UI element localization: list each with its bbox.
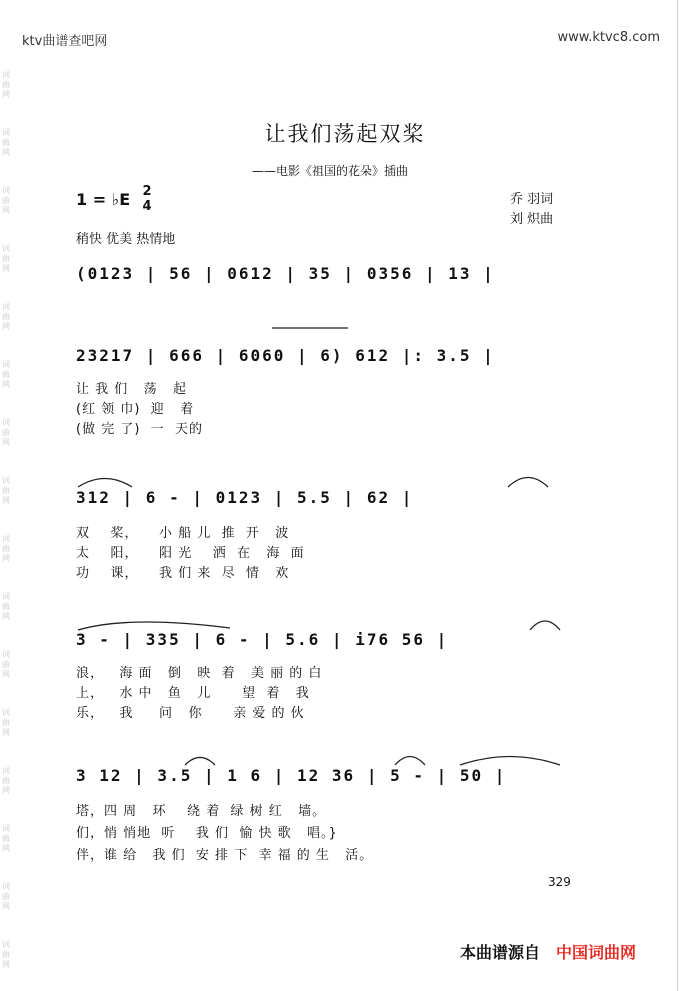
slur [78,479,132,488]
watermark-text: 词曲网 [2,476,10,505]
site-url-header: www.ktvc8.com [557,30,660,45]
slur [185,758,215,766]
lyricist: 乔 羽词 [510,192,554,207]
slur [78,622,230,630]
watermark-text: 词曲网 [2,592,10,621]
staff-line-4: 3 - | 335 | 6 - | 5.6 | i76 56 | [76,630,449,649]
watermark-text: 词曲网 [2,418,10,447]
key-signature: 1 = ♭E [76,190,131,209]
watermark-text: 词曲网 [2,650,10,679]
lyric-line: (做 完 了) 一 天的 [76,422,203,437]
watermark-text: 词曲网 [2,128,10,157]
lyric-line: 塔，四 周 环 绕 着 绿 树 红 墙。 [76,804,327,819]
footer-label: 本曲谱源自 [460,943,541,962]
watermark-text: 词曲网 [2,186,10,215]
slur [508,478,548,488]
slur [460,757,560,766]
footer-source [460,940,636,963]
lyric-line: 功 课， 我 们 来 尽 情 欢 [76,566,290,581]
lyric-line: 伴，谁 给 我 们 安 排 下 幸 福 的 生 活。 [76,848,374,863]
watermark-text: 词曲网 [2,360,10,389]
watermark-text: 词曲网 [2,882,10,911]
song-subtitle: ——电影《祖国的花朵》插曲 [252,164,409,178]
slur [530,621,560,630]
page-number: 329 [548,875,571,889]
song-title: 让我们荡起双桨 [264,122,426,146]
footer-brand-link[interactable]: 中国词曲网 [556,943,637,962]
lyric-line: 太 阳， 阳 光 洒 在 海 面 [76,546,305,561]
watermark-text: 词曲网 [2,244,10,273]
tempo-marking: 稍快 优美 热情地 [76,232,176,247]
staff-line-5: 3 12 | 3.5 | 1 6 | 12 36 | 5 - | 50 | [76,766,507,785]
lyric-line: 双 桨， 小 船 儿 推 开 波 [76,526,290,541]
watermark-text: 词曲网 [2,708,10,737]
lyric-line: 让 我 们 荡 起 [76,382,188,397]
staff-line-2: 23217 | 666 | 6060 | 6) 612 |: 3.5 | [76,346,495,365]
watermark-text: 词曲网 [2,766,10,795]
watermark-text: 词曲网 [2,302,10,331]
slur [395,757,425,766]
lyric-line: 上， 水 中 鱼 儿 望 着 我 [76,686,310,701]
lyric-line: (红 领 巾) 迎 着 [76,402,195,417]
lyric-line: 乐， 我 问 你 亲 爱 的 伙 [76,706,305,721]
composer: 刘 炽曲 [510,212,554,227]
site-name-header: ktv曲谱查吧网 [22,34,108,49]
staff-line-1: (0123 | 56 | 0612 | 35 | 0356 | 13 | [76,264,495,283]
watermark-text: 词曲网 [2,940,10,969]
watermark-text: 词曲网 [2,70,10,99]
time-signature-top: 2 [142,184,152,199]
watermark-text: 词曲网 [2,534,10,563]
time-signature-bottom: 4 [142,199,152,214]
watermark-text: 词曲网 [2,824,10,853]
staff-line-3: 312 | 6 - | 0123 | 5.5 | 62 | [76,488,414,507]
lyric-line: 们，悄 悄地 听 我 们 愉 快 歌 唱。} [76,826,338,841]
lyric-line: 浪， 海 面 倒 映 着 美 丽 的 白 [76,666,323,681]
